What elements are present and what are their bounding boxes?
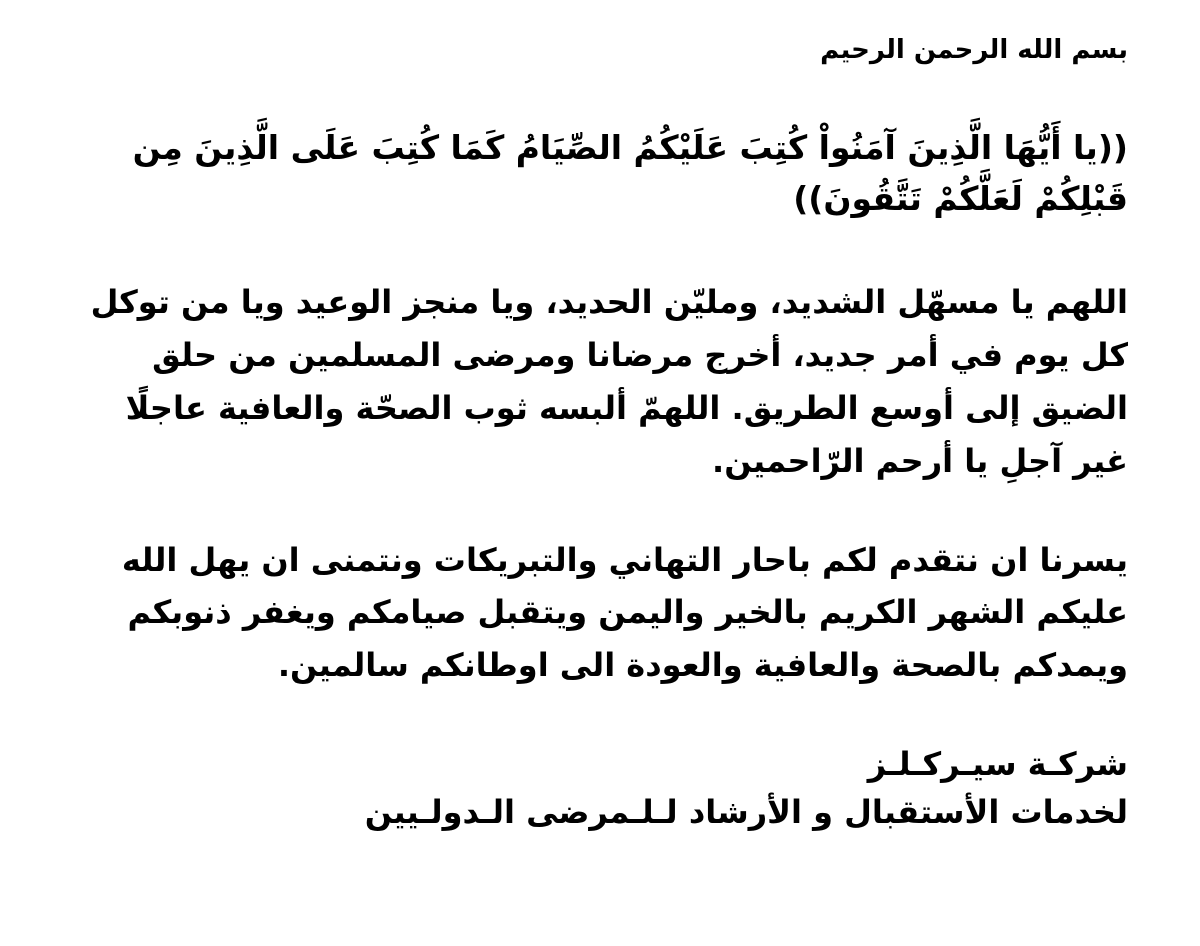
basmala-heading: بسم الله الرحمن الرحيم bbox=[820, 35, 1128, 65]
prayer-paragraph: اللهم يا مسهّل الشديد، ومليّن الحديد، ويا منجز الوعيد ويا من توكل كل يوم في أمر جديد، أخرج مرضانا ومرضى المسلمين من حلق الضيق إلى أوسع الطريق. اللهمّ ألبسه ثوب الصحّة والعافية عاجلًا غير آجلِ يا أرحم الرّاحمين. bbox=[90, 283, 1128, 480]
company-name: شركـة سيـركـلـز bbox=[867, 745, 1128, 784]
signature-block bbox=[60, 740, 1128, 836]
company-services: لخدمات الأستقبال و الأرشاد لـلـمرضى الـدولـيين bbox=[364, 793, 1128, 832]
greeting-paragraph: يسرنا ان نتقدم لكم باحار التهاني والتبريكات ونتمنى ان يهل الله عليكم الشهر الكريم بالخير واليمن ويتقبل صيامكم ويغفر ذنوبكم ويمدكم بالصحة والعافية والعودة الى اوطانكم سالمين. bbox=[121, 540, 1128, 685]
quran-verse: ((يا أَيُّهَا الَّذِينَ آمَنُواْ كُتِبَ عَلَيْكُمُ الصِّيَامُ كَمَا كُتِبَ عَلَى الَّذِينَ مِن قَبْلِكُمْ لَعَلَّكُمْ تَتَّقُونَ)) bbox=[132, 128, 1128, 219]
